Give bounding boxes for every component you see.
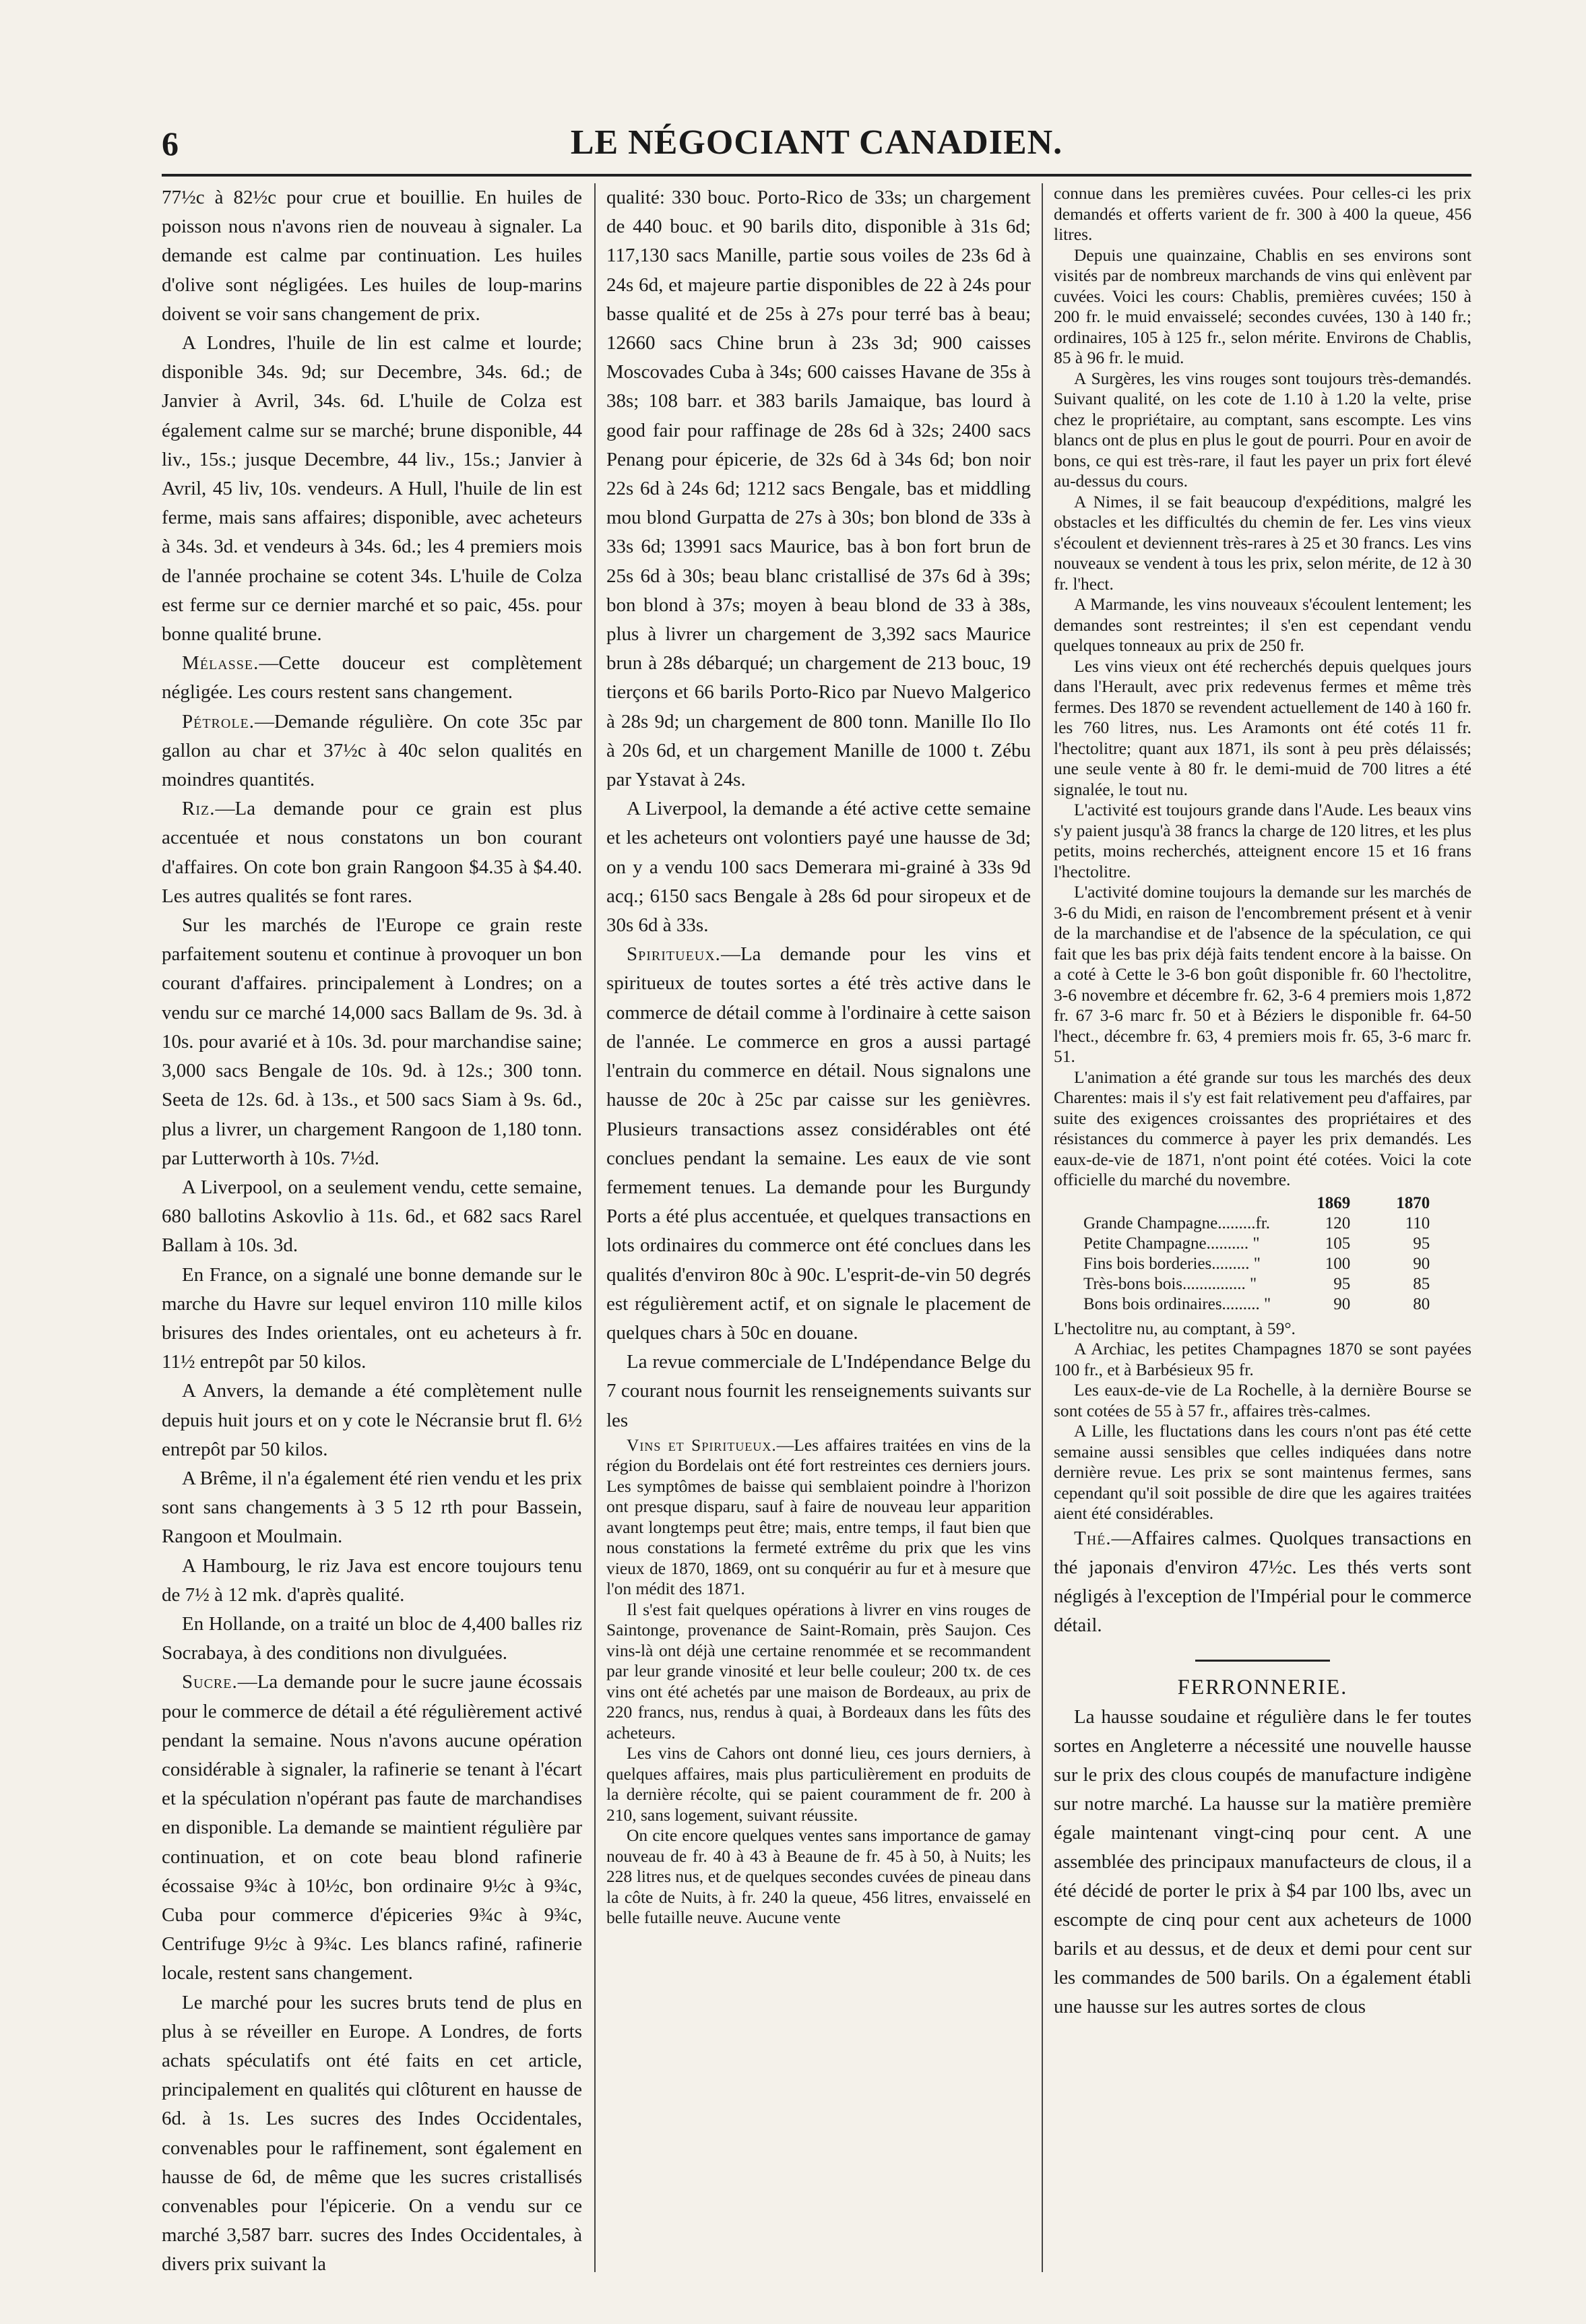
paragraph: Le marché pour les sucres bruts tend de plus en plus à se réveiller en Europe. A Londres, de forts achats spéculatifs ont été faits en cet article, principalement en qualités qui clôturent en hausse de 6d. à 1s. Les sucres des Indes Occidentales, convenables pour le raffinement, sont également en hausse de 6d, de même que les sucres cristallisés convenables pour l'épicerie. On a vendu sur ce marché 3,587 barr. sucres des Indes Occidentales, à divers prix suivant la — [162, 1991, 582, 2275]
section-heading: Vins et Spiritueux. — [627, 1435, 777, 1455]
paragraph: Les eaux-de-vie de La Rochelle, à la dernière Bourse se sont cotées de 55 à 57 fr., affaires très-calmes. — [1054, 1380, 1471, 1420]
cell-value: 90 — [1333, 1294, 1351, 1313]
page-title: LE NÉGOCIANT CANADIEN. — [570, 123, 1063, 162]
row-label: Bons bois ordinaires......... " — [1083, 1294, 1271, 1313]
paragraph: En Hollande, on a traité un bloc de 4,400 balles riz Socrabaya, à des conditions non divulguées. — [162, 1612, 582, 1664]
paragraph: Les vins vieux ont été recherchés depuis quelques jours dans l'Herault, avec prix redevenus fermes et même très fermes. Des 1870 se revendent actuellement de 140 à 160 fr. les 760 litres, nus. Les Aramonts ont été cotés 11 fr. l'hectolitre; quant aux 1871, ils sont à peu près délaissés; une seule vente à 80 fr. le demi-muid de 700 litres a été signalée, le tout nu. — [1054, 656, 1471, 799]
table-row — [1081, 1254, 1432, 1274]
table-row — [1081, 1214, 1432, 1234]
section-heading: Mélasse. — [182, 652, 259, 674]
paragraph: A Londres, l'huile de lin est calme et lourde; disponible 34s. 9d; sur Decembre, 34s. 6d.; de Janvier à Avril, 34s. 6d. L'huile de Colza est également calme sur se marché; brune disponible, 44 liv., 15s.; jusque Decembre, 44 liv., 15s.; Janvier à Avril, 45 liv, 10s. vendeurs. A Hull, l'huile de lin est ferme, mais sans affaires; disponible, avec acheteurs à 34s. 3d. et vendeurs à 34s. 6d.; les 4 premiers mois de l'année prochaine se cotent 34s. L'huile de Colza est ferme sur ce dernier marché et so paic, 45s. pour bonne qualité brune. — [162, 332, 582, 646]
paragraph: Il s'est fait quelques opérations à livrer en vins rouges de Saintonge, provenance de Saint-Romain, près Saujon. Ces vins-là ont déjà une certaine renommée et se recommandent par leur grande vinosité et leur belle couleur; 200 tx. de ces vins ont été achetés par une maison de Bordeaux, au prix de 220 francs, nus, rendus à quai, à Bordeaux dans les fûts des acheteurs. — [606, 1599, 1031, 1742]
paragraph: En France, on a signalé une bonne demande sur le marche du Havre sur lequel environ 110 mille kilos brisures des Indes orientales, ont eu acheteurs à fr. 11½ entrepôt par 50 kilos. — [162, 1263, 582, 1373]
table-row — [1081, 1274, 1432, 1294]
paragraph — [162, 1668, 582, 1988]
cell-value: 95 — [1333, 1274, 1351, 1293]
paragraph: A Nimes, il se fait beaucoup d'expéditions, malgré les obstacles et les difficultés du chemin de fer. Les vins vieux s'écoulent et deviennent très-rares à 25 et 30 francs. Les vins nouveaux se vendent à tous les prix, selon mérite, de 12 à 30 fr. l'hect. — [1054, 491, 1471, 594]
section-heading: Pétrole. — [182, 710, 255, 732]
section-heading: Spiritueux. — [627, 943, 721, 966]
row-label: Fins bois borderies......... " — [1083, 1254, 1261, 1273]
table-row — [1081, 1294, 1432, 1315]
paragraph: A Surgères, les vins rouges sont toujours très-demandés. Suivant qualité, on les cote de 1.10 à 1.20 la velte, prise chez le propriétaire, au comptant, sans escompte. Les vins blancs ont de plus en plus le gout de pourri. Pour en avoir de bons, ce qui est très-rare, il faut les payer un prix fort élevé au-dessus du cours. — [1054, 368, 1471, 491]
paragraph — [162, 708, 582, 795]
paragraph: A Liverpool, la demande a été active cette semaine et les acheteurs ont volontiers payé une hausse de 3d; on y a vendu 100 sacs Demerara mi-grainé à 33s 9d acq.; 6150 sacs Bengale à 28s 6d pour siropeux et de 30s 6d à 33s. — [606, 798, 1031, 937]
paragraph: A Hambourg, le riz Java est encore toujours tenu de 7½ à 12 mk. d'après qualité. — [162, 1554, 582, 1606]
column-divider — [1042, 183, 1043, 2272]
row-label: Très-bons bois............... " — [1083, 1274, 1257, 1293]
paragraph-text: —La demande pour le sucre jaune écossais pour le commerce de détail a été régulièrement activé pendant la semaine. Nous n'avons aucune opération considérable à signaler, la rafinerie se tenant à l'écart et la spéculation n'opérant pas faute de marchandises en disponible. La demande se maintient régulière par continuation, et on cote beau blond rafinerie écossaise 9¾c à 10½c, bon ordinaire 9½c à 9¾c, Cuba pour commerce d'épiceries 9¾c à 9¾c, Centrifuge 9½c à 9¾c. Les blancs rafiné, rafinerie locale, restent sans changement. — [162, 1671, 582, 1984]
column-2 — [606, 183, 1031, 1928]
paragraph: Depuis une quainzaine, Chablis en ses environs sont visités par de nombreux marchands de vins qui enlèvent par cuvées. Voici les cours: Chablis, premières cuvées; 150 à 200 fr. le muid envaisselé; secondes cuvées, 130 à 140 fr.; ordinaires, 105 à 125 fr., selon mérite. Environs de Chablis, 85 à 96 fr. le muid. — [1054, 245, 1471, 367]
paragraph: L'activité domine toujours la demande sur les marchés de 3-6 du Midi, en raison de l'encombrement présent et à venir de la marchandise et de l'absence de la spéculation, ce qui fait que les bas prix déjà faits tendent encore à la baisse. On a coté à Cette le 3-6 bon goût disponible fr. 60 l'hectolitre, 3-6 novembre et décembre fr. 62, 3-6 4 premiers mois 1,872 fr. 67 3-6 marc fr. 50 et à Béziers le disponible fr. 64-50 l'hect., décembre fr. 63, 4 premiers mois fr. 65, 3-6 marc fr. 51. — [1054, 882, 1471, 1066]
paragraph — [606, 940, 1031, 1348]
paragraph: A Brême, il n'a également été rien vendu et les prix sont sans changements à 3 5 12 rth pour Bassein, Rangoon et Moulmain. — [162, 1467, 582, 1548]
cell-value: 80 — [1413, 1294, 1430, 1313]
cell-value: 100 — [1325, 1254, 1351, 1273]
column-header: 1869 — [1317, 1193, 1351, 1212]
paragraph: On cite encore quelques ventes sans importance de gamay nouveau de fr. 40 à 43 à Beaune de fr. 45 à 50, à Nuits; les 228 litres nus, et de quelques secondes cuvées de pineau dans la côte de Nuits, à fr. 240 la queue, 456 litres, envaisselé en belle futaille neuve. Aucune vente — [606, 1825, 1031, 1928]
column-1 — [162, 183, 582, 2280]
section-heading: Thé. — [1074, 1527, 1112, 1549]
paragraph: Les vins de Cahors ont donné lieu, ces jours derniers, à quelques affaires, mais plus particulièrement en produits de la dernière récolte, qui se paient couramment de fr. 200 à 210, sans logement, suivant réussite. — [606, 1743, 1031, 1825]
paragraph-text: —La demande pour les vins et spiritueux de toutes sortes a été très active dans le commerce de détail comme à l'ordinaire à cette saison de l'année. Le commerce en gros a aussi partagé l'entrain du commerce en détail. Nous signalons une hausse de 20c à 25c par caisse sur les genièvres. Plusieurs transactions assez considérables ont été conclues pendant la semaine. Les eaux de vie sont fermement tenues. La demande pour les Burgundy Ports a été plus accentuée, et quelques transactions en lots ordinaires du commerce ont été conclues dans les qualités d'environ 80c à 90c. L'esprit-de-vin 50 degrés est régulièrement actif, et on signale le placement de quelques chars à 50c en douane. — [606, 943, 1031, 1344]
page-number: 6 — [162, 125, 179, 162]
row-label: Grande Champagne.........fr. — [1083, 1214, 1271, 1232]
paragraph: 77½c à 82½c pour crue et bouillie. En huiles de poisson nous n'avons rien de nouveau à signaler. La demande est calme par continuation. Les huiles d'olive sont négligées. Les huiles de loup-marins doivent se voir sans changement de prix. — [162, 187, 582, 325]
header-rule — [162, 174, 1471, 177]
tea-block — [1054, 1524, 1471, 1640]
table-row — [1081, 1234, 1432, 1254]
paragraph: L'animation a été grande sur tous les marchés des deux Charentes: mais il s'y est fait relativement peu d'affaires, par suite des exigences croissantes des propriétaires et des résistances du commerce à payer les prix demandés. Les eaux-de-vie de 1871, n'ont point été cotées. Voici la cote officielle du marché du novembre. — [1054, 1067, 1471, 1189]
paragraph: qualité: 330 bouc. Porto-Rico de 33s; un chargement de 440 bouc. et 90 barils dito, disponible à 31s 6d; 117,130 sacs Manille, partie sous voiles de 23s 6d à 24s 6d, et majeure partie disponibles de 22 à 24s pour basse qualité et de 25s à 27s pour terré bas à beau; 12660 sacs Chine brun à 23s 3d; 900 caisses Moscovades Cuba à 34s; 600 caisses Havane de 35s à 38s; 108 barr. et 383 barils Jamaique, bas lourd à good fair pour raffinage de 28s 6d à 32s; 2400 sacs Penang pour épicerie, de 32s 6d à 34s 6d; bon noir 22s 6d à 24s 6d; 1212 sacs Bengale, bas et middling mou blond Gurpatta de 27s à 30s; bon blond de 33s à 33s 6d; 13991 sacs Maurice, bas à bon fort brun de 25s 6d à 30s; beau blanc cristallisé de 37s 6d à 39s; bon blond à 37s; moyen à beau blond de 33 à 38s, plus à livrer un chargement de 3,392 sacs Maurice brun à 28s débarqué; un chargement de 213 bouc, 19 tierçons et 66 barils Porto-Rico par Nuevo Malgerico à 28s 9d; un chargement de 800 tonn. Manille Ilo Ilo à 20s 6d, et un chargement Manille de 1000 t. Zébu par Ystavat à 24s. — [606, 187, 1031, 791]
cell-value: 95 — [1413, 1234, 1430, 1253]
paragraph: La revue commerciale de L'Indépendance Belge du 7 courant nous fournit les renseignements suivants sur les — [606, 1351, 1031, 1431]
paragraph — [162, 649, 582, 707]
paragraph: connue dans les premières cuvées. Pour celles-ci les prix demandés et offerts varient de fr. 300 à 400 la queue, 456 litres. — [1054, 183, 1471, 244]
table-header-row — [1081, 1193, 1432, 1214]
paragraph: A Archiac, les petites Champagnes 1870 se sont payées 100 fr., et à Barbésieux 95 fr. — [1054, 1339, 1471, 1379]
ferronnerie-block — [1054, 1703, 1471, 2021]
column-3 — [1054, 183, 1471, 2021]
page-header — [162, 119, 1471, 179]
paragraph-text: —Les affaires traitées en vins de la région du Bordelais ont été fort restreintes ces derniers jours. Les symptômes de baisse qui semblaient poindre à l'horizon ont presque disparu, sauf à faire de nouveau leur apparition avant longtemps peut être; mais, entre temps, il faut bien que nous constations la fermeté extrême du prix que les vins vieux de 1870, 1869, ont su conquérir au fur et à mesure que l'on médit des 1871. — [606, 1435, 1031, 1599]
section-title-ferronnerie: FERRONNERIE. — [1177, 1674, 1348, 1699]
cell-value: 90 — [1413, 1254, 1430, 1273]
paragraph — [606, 1435, 1031, 1600]
row-label: Petite Champagne.......... " — [1083, 1234, 1260, 1253]
section-heading: Riz. — [182, 798, 216, 820]
section-separator — [1054, 1650, 1471, 1670]
paragraph: Sur les marchés de l'Europe ce grain reste parfaitement soutenu et continue à provoquer un bon courant d'affaires. principalement à Londres; on a vendu sur ce marché 14,000 sacs Ballam de 9s. 3d. à 10s. pour avarié et à 10s. 3d. pour marchandise saine; 3,000 sacs Bengale de 10s. 9d. à 12s.; 300 tonn. Seeta de 12s. 6d. à 13s., et 500 sacs Siam à 9s. 6d., plus a livrer, un chargement Rangoon de 1,180 tonn. par Lutterworth à 10s. 7½d. — [162, 914, 582, 1169]
paragraph-text: —Cette douceur est complètement négligée. Les cours restent sans changement. — [162, 652, 582, 703]
cognac-price-table — [1081, 1193, 1432, 1315]
section-heading: Sucre. — [182, 1671, 238, 1693]
cell-value: 85 — [1413, 1274, 1430, 1293]
paragraph: A Marmande, les vins nouveaux s'écoulent lentement; les demandes sont restreintes; il s'en est cependant vendu quelques tonneaux au prix de 250 fr. — [1054, 594, 1471, 655]
paragraph: L'activité est toujours grande dans l'Aude. Les beaux vins s'y paient jusqu'à 38 francs la charge de 120 litres, et les plus petits, moins recherchés, atteignent encore 15 et 16 frans l'hectolitre. — [1054, 800, 1471, 881]
paragraph: L'hectolitre nu, au comptant, à 59°. — [1054, 1318, 1296, 1338]
paragraph: A Lille, les fluctations dans les cours n'ont pas été cette semaine aussi sensibles que celles indiquées dans notre dernière revue. Les prix se sont maintenus fermes, sans cependant qu'il soit possible de dire que les agaires traitées aient été considérables. — [1054, 1421, 1471, 1523]
column-divider — [594, 183, 596, 2272]
paragraph-text: —La demande pour ce grain est plus accentuée et nous constatons un bon courant d'affaires. On cote bon grain Rangoon $4.35 à $4.40. Les autres qualités se font rares. — [162, 798, 582, 907]
column-header: 1870 — [1396, 1193, 1430, 1212]
cell-value: 120 — [1325, 1214, 1351, 1232]
paragraph — [162, 794, 582, 911]
cell-value: 110 — [1405, 1214, 1430, 1232]
paragraph-text: —Affaires calmes. Quolques transactions en thé japonais d'environ 47½c. Les thés verts sont négligés à l'exception de l'Impérial pour le commerce détail. — [1054, 1527, 1472, 1636]
cell-value: 105 — [1325, 1234, 1351, 1253]
paragraph: La hausse soudaine et régulière dans le fer toutes sortes en Angleterre a nécessité une nouvelle hausse sur le prix des clous coupés de manufacture indigène sur notre marché. La hausse sur la matière première égale maintenant vingt-cinq pour cent. A une assemblée des principaux manufacteurs de clous, il a été décidé de porter le prix à $4 par 100 lbs, avec un escompte de cinq pour cent aux acheteurs de 1000 barils et au dessus, et de deux et demi pour cent sur les commandes de 500 barils. On a également établi une hausse sur les autres sortes de clous — [1054, 1705, 1471, 2017]
paragraph-text: —Demande régulière. On cote 35c par gallon au char et 37½c à 40c selon qualités en moindres quantités. — [162, 710, 582, 791]
small-print-block — [606, 1435, 1031, 1928]
paragraph — [1054, 1524, 1471, 1640]
paragraph: A Liverpool, on a seulement vendu, cette semaine, 680 ballotins Askovlio à 11s. 6d., et 682 sacs Rarel Ballam à 10s. 3d. — [162, 1176, 582, 1257]
paragraph: A Anvers, la demande a été complètement nulle depuis huit jours et on y cote le Nécransie brut fl. 6½ entrepôt par 50 kilos. — [162, 1380, 582, 1460]
